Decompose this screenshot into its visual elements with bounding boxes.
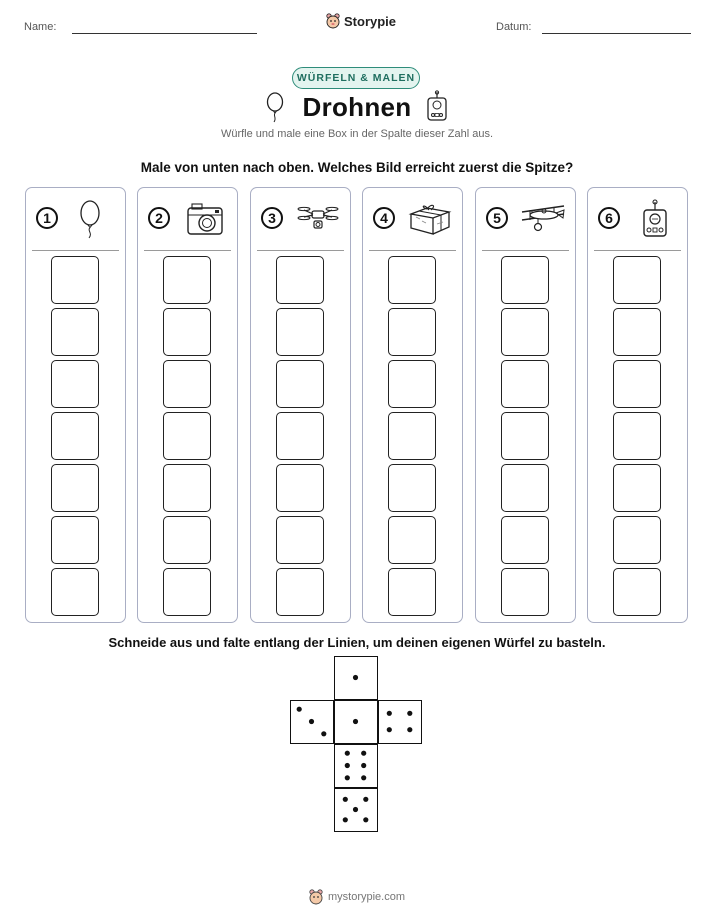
cut-instruction: Schneide aus und falte entlang der Linien, um deinen eigenen Würfel zu basteln. [108,635,606,650]
colouring-box[interactable] [388,568,436,616]
colouring-box[interactable] [613,360,661,408]
colouring-box[interactable] [388,412,436,460]
colouring-box[interactable] [276,308,324,356]
gift-box-icon [407,198,453,240]
column-number: 5 [486,207,508,229]
footer-url: mystorypie.com [327,891,406,903]
colouring-box[interactable] [163,308,211,356]
dice-pip [345,775,350,780]
colouring-box[interactable] [51,308,99,356]
dice-pip [343,797,348,802]
dice-pip [297,707,302,712]
biplane-icon [520,198,566,240]
colouring-box[interactable] [163,516,211,564]
colouring-box[interactable] [613,464,661,512]
colouring-box[interactable] [163,568,211,616]
column-5 [475,187,576,623]
name-line[interactable] [72,33,257,34]
colouring-box[interactable] [501,568,549,616]
dice-pip [345,763,350,768]
column-divider [144,250,231,251]
dice-face [334,700,378,744]
colouring-box[interactable] [276,568,324,616]
colouring-box[interactable] [501,308,549,356]
balloon-icon [70,198,116,240]
colouring-box[interactable] [276,256,324,304]
colouring-box[interactable] [51,568,99,616]
colouring-box[interactable] [388,516,436,564]
storypie-mascot-icon [326,13,340,29]
column-number: 4 [373,207,395,229]
drone-icon [295,198,341,240]
colouring-box[interactable] [388,308,436,356]
dice-pip [353,675,358,680]
colouring-box[interactable] [501,464,549,512]
colouring-box[interactable] [51,464,99,512]
colouring-box[interactable] [613,568,661,616]
dice-pip [361,775,366,780]
column-header [476,188,575,250]
name-label: Name: [24,21,57,33]
dice-net [290,656,425,834]
dice-face [334,744,378,788]
column-number: 2 [148,207,170,229]
colouring-box[interactable] [51,360,99,408]
colouring-box[interactable] [613,256,661,304]
colouring-box[interactable] [163,256,211,304]
colouring-box[interactable] [51,516,99,564]
robot-icon [632,198,678,240]
colouring-box[interactable] [276,360,324,408]
column-divider [32,250,119,251]
dice-pip [353,807,358,812]
column-divider [369,250,456,251]
colouring-box[interactable] [501,412,549,460]
column-divider [594,250,681,251]
colouring-box[interactable] [163,360,211,408]
colouring-box[interactable] [388,256,436,304]
colouring-box[interactable] [276,464,324,512]
dice-pip [321,731,326,736]
column-header [588,188,687,250]
dice-pip [407,727,412,732]
column-2 [137,187,238,623]
colouring-box[interactable] [613,516,661,564]
dice-face [334,656,378,700]
column-4 [362,187,463,623]
dice-face [378,700,422,744]
colouring-box[interactable] [501,256,549,304]
instruction: Male von unten nach oben. Welches Bild erreicht zuerst die Spitze? [140,160,574,175]
column-number: 1 [36,207,58,229]
column-1 [25,187,126,623]
brand-name: Storypie [344,13,397,29]
colouring-box[interactable] [51,412,99,460]
column-divider [257,250,344,251]
colouring-box[interactable] [276,412,324,460]
colouring-box[interactable] [51,256,99,304]
colouring-box[interactable] [501,516,549,564]
column-header [138,188,237,250]
dice-pip [353,719,358,724]
dice-pip [309,719,314,724]
colouring-box[interactable] [163,412,211,460]
colouring-box[interactable] [388,360,436,408]
colouring-box[interactable] [276,516,324,564]
robot-title-icon [425,90,449,124]
dice-face [334,788,378,832]
dice-pip [363,817,368,822]
dice-pip [387,711,392,716]
storypie-mascot-icon [309,889,323,905]
footer [0,889,714,905]
colouring-box[interactable] [613,412,661,460]
dice-pip [363,797,368,802]
subtitle: Würfle und male eine Box in der Spalte dieser Zahl aus. [220,128,494,140]
column-header [363,188,462,250]
category-badge: WÜRFELN & MALEN [292,67,420,89]
dice-pip [361,763,366,768]
dice-pip [345,751,350,756]
date-label: Datum: [496,21,532,33]
dice-pip [361,751,366,756]
column-3 [250,187,351,623]
dice-face [290,700,334,744]
column-6 [587,187,688,623]
column-header [251,188,350,250]
dice-pip [407,711,412,716]
column-number: 3 [261,207,283,229]
brand-logo [326,13,396,29]
colouring-box[interactable] [613,308,661,356]
dice-pip [343,817,348,822]
column-header [26,188,125,250]
colouring-box[interactable] [163,464,211,512]
date-line[interactable] [542,33,691,34]
column-divider [482,250,569,251]
page-title: Drohnen [302,92,412,122]
column-number: 6 [598,207,620,229]
colouring-box[interactable] [388,464,436,512]
colouring-box[interactable] [501,360,549,408]
dice-pip [387,727,392,732]
camera-icon [182,198,228,240]
